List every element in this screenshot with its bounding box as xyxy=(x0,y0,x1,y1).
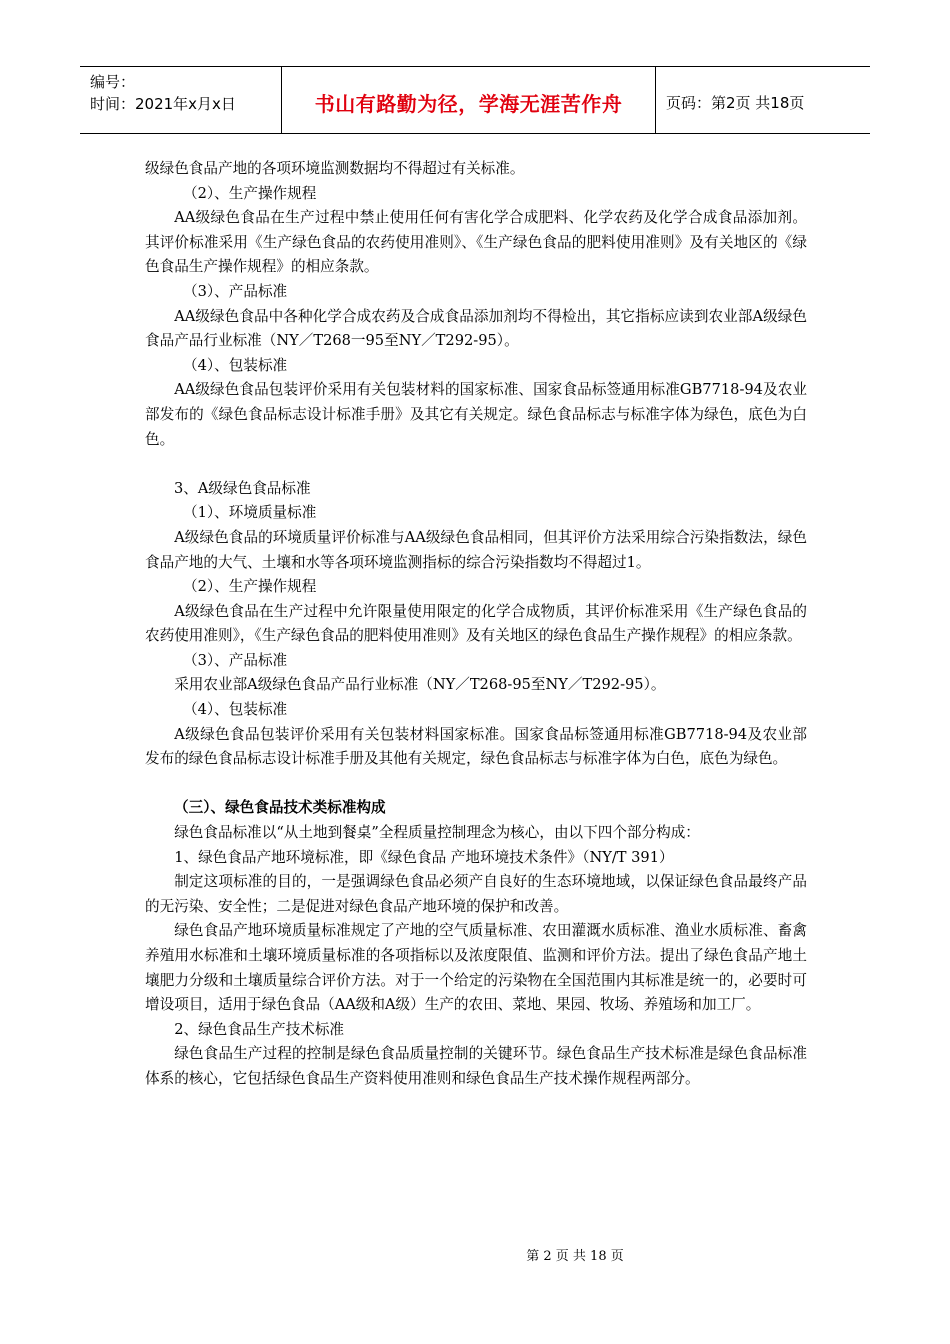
paragraph: AA级绿色食品包装评价采用有关包装材料的国家标准、国家食品标签通用标准GB7718-94及农业部发布的《绿色食品标志设计标准手册》及其它有关规定。绿色食品标志与标准字体为绿色，底色为白色。 xyxy=(145,381,807,448)
subheading: （2）、生产操作规程 xyxy=(183,184,317,202)
subheading: （3）、产品标准 xyxy=(183,282,288,300)
subheading: （1）、环境质量标准 xyxy=(183,504,317,522)
page-footer: 第 2 页 共 18 页 xyxy=(526,1249,624,1264)
paragraph: 绿色食品标准以“从土地到餐桌”全程质量控制理念为核心，由以下四个部分构成： xyxy=(174,824,700,842)
section-heading: 3、A级绿色食品标准 xyxy=(174,479,311,497)
paragraph: 2、绿色食品生产技术标准 xyxy=(174,1020,345,1038)
paragraph: 制定这项标准的目的，一是强调绿色食品必须产自良好的生态环境地域，以保证绿色食品最终产品的无污染、安全性；二是促进对绿色食品产地环境的保护和改善。 xyxy=(145,873,807,915)
header-page-info: 页码：第2页 共18页 xyxy=(666,93,805,112)
paragraph: 采用农业部A级绿色食品产品行业标准（NY／T268-95至NY／T292-95）。 xyxy=(174,676,666,694)
page-header xyxy=(80,66,870,134)
subheading: （4）、包装标准 xyxy=(183,356,288,374)
section-heading-bold: （三）、绿色食品技术类标准构成 xyxy=(174,799,386,817)
paragraph: A级绿色食品在生产过程中允许限量使用限定的化学合成物质，其评价标准采用《生产绿色食品的农药使用准则》，《生产绿色食品的肥料使用准则》及有关地区的绿色食品生产操作规程》的相应条款。 xyxy=(145,602,807,645)
blank-line xyxy=(145,772,807,797)
paragraph: 绿色食品产地环境质量标准规定了产地的空气质量标准、农田灌溉水质标准、渔业水质标准、畜禽养殖用水标准和土壤环境质量标准的各项指标以及浓度限值、监测和评价方法。提出了绿色食品产地土壤肥力分级和土壤质量综合评价方法。对于一个给定的污染物在全国范围内其标准是统一的，必要时可增设项目，适用于绿色食品（AA级和A级）生产的农田、菜地、果园、牧场、养殖场和加工厂。 xyxy=(145,922,807,1014)
header-motto: 书山有路勤为径，学海无涯苦作舟 xyxy=(282,67,656,133)
blank-line xyxy=(145,452,807,477)
paragraph: AA级绿色食品中各种化学合成农药及合成食品添加剂均不得检出，其它指标应读到农业部A级绿色食品产品行业标准（NY／T268一95至NY／T292-95）。 xyxy=(145,307,807,350)
paragraph: A级绿色食品的环境质量评价标准与AA级绿色食品相同，但其评价方法采用综合污染指数法，绿色食品产地的大气、土壤和水等各项环境监测指标的综合污染指数均不得超过1。 xyxy=(145,528,807,571)
paragraph: 绿色食品生产过程的控制是绿色食品质量控制的关键环节。绿色食品生产技术标准是绿色食品标准体系的核心，它包括绿色食品生产资料使用准则和绿色食品生产技术操作规程两部分。 xyxy=(145,1045,807,1087)
paragraph: 级绿色食品产地的各项环境监测数据均不得超过有关标准。 xyxy=(145,160,525,177)
header-time-label: 时间：2021年x月x日 xyxy=(90,95,236,113)
header-code-label: 编号： xyxy=(90,73,136,91)
paragraph: A级绿色食品包装评价采用有关包装材料国家标准。国家食品标签通用标准GB7718-94及农业部发布的绿色食品标志设计标准手册及其他有关规定，绿色食品标志与标准字体为白色，底色为绿色。 xyxy=(145,725,807,768)
paragraph: 1、绿色食品产地环境标准，即《绿色食品 产地环境技术条件》（NY/T 391） xyxy=(174,848,674,866)
subheading: （2）、生产操作规程 xyxy=(183,578,317,596)
subheading: （4）、包装标准 xyxy=(183,701,288,719)
subheading: （3）、产品标准 xyxy=(183,651,288,669)
header-meta xyxy=(80,67,282,133)
document-body xyxy=(145,157,807,1092)
paragraph: AA级绿色食品在生产过程中禁止使用任何有害化学合成肥料、化学农药及化学合成食品添加剂。其评价标准采用《生产绿色食品的农药使用准则》、《生产绿色食品的肥料使用准则》及有关地区的《绿色食品生产操作规程》的相应条款。 xyxy=(145,209,807,276)
